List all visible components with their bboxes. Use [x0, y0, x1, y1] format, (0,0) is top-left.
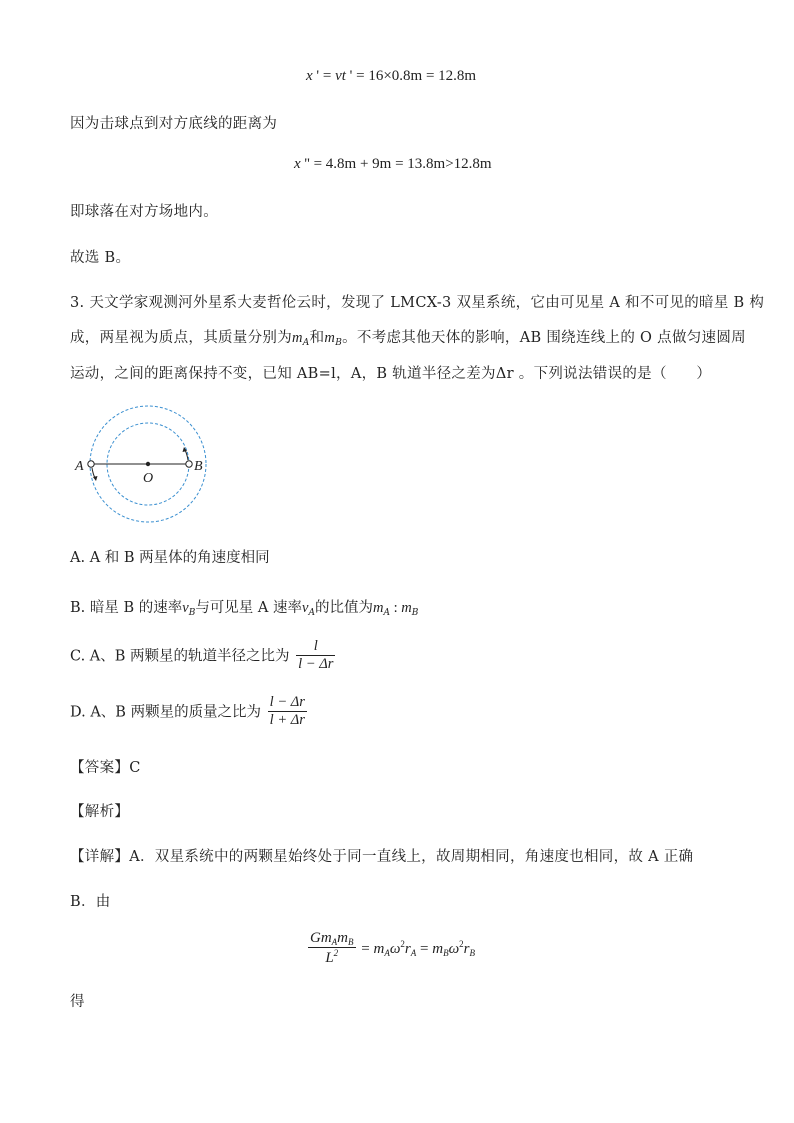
option-c-fraction: $\frac{l}{l - \Delta r}$	[298, 638, 334, 672]
option-c: C. A、B 两颗星的轨道半径之比为 $\frac{l}{l - \Delta r}$	[70, 638, 334, 672]
detail-line: 【详解】A．双星系统中的两颗星始终处于同一直线上，故周期相同，角速度也相同，故 A 正确	[70, 849, 694, 865]
option-b: B. 暗星 B 的速率$v_B$与可见星 A 速率$v_A$的比值为$m_A$ : $m_B$	[70, 600, 419, 618]
equation-range: x ' = vt ' = 16×0.8m = 12.8m	[306, 68, 477, 84]
label-b: B	[194, 459, 203, 474]
paragraph-3: 故选 B。	[70, 250, 131, 266]
equation-gravity: $\frac{Gm_Am_B}{L^2}$ = $m_A\omega^2r_A = m_B\omega^2r_B$	[310, 930, 476, 967]
b-intro: B．由	[70, 894, 111, 910]
star-a	[88, 461, 94, 467]
binary-star-figure	[68, 400, 218, 530]
de-label: 得	[70, 994, 85, 1010]
point-o	[146, 462, 150, 466]
option-d: D. A、B 两颗星的质量之比为 $\frac{l - \Delta r}{l + \Delta r}$	[70, 694, 305, 728]
option-d-fraction: $\frac{l - \Delta r}{l + \Delta r}$	[269, 694, 305, 728]
option-a: A. A 和 B 两星体的角速度相同	[70, 550, 270, 566]
paragraph-2: 即球落在对方场地内。	[70, 204, 218, 220]
arrow-head-a	[93, 476, 98, 481]
question-line-3: 运动，之间的距离保持不变，已知 AB=l，A，B 轨道半径之差为Δr 。下列说法错误的是（ ）	[70, 366, 712, 382]
label-o: O	[143, 471, 154, 486]
question-line-2: 成，两星视为质点，其质量分别为$m_A$和$m_B$。不考虑其他天体的影响，AB 围绕连线上的 O 点做匀速圆周	[70, 330, 746, 348]
star-b	[186, 461, 192, 467]
label-a: A	[75, 459, 84, 474]
paragraph-1: 因为击球点到对方底线的距离为	[70, 116, 278, 132]
analysis-label: 【解析】	[70, 804, 130, 820]
velocity-arrow-a	[92, 468, 95, 478]
equation-distance: x '' = 4.8m + 9m = 13.8m>12.8m	[294, 156, 492, 172]
question-line-1: 3. 天文学家观测河外星系大麦哲伦云时，发现了 LMCX-3 双星系统，它由可见星 A 和不可见的暗星 B 构	[70, 295, 765, 311]
answer-label: 【答案】C	[70, 760, 141, 776]
